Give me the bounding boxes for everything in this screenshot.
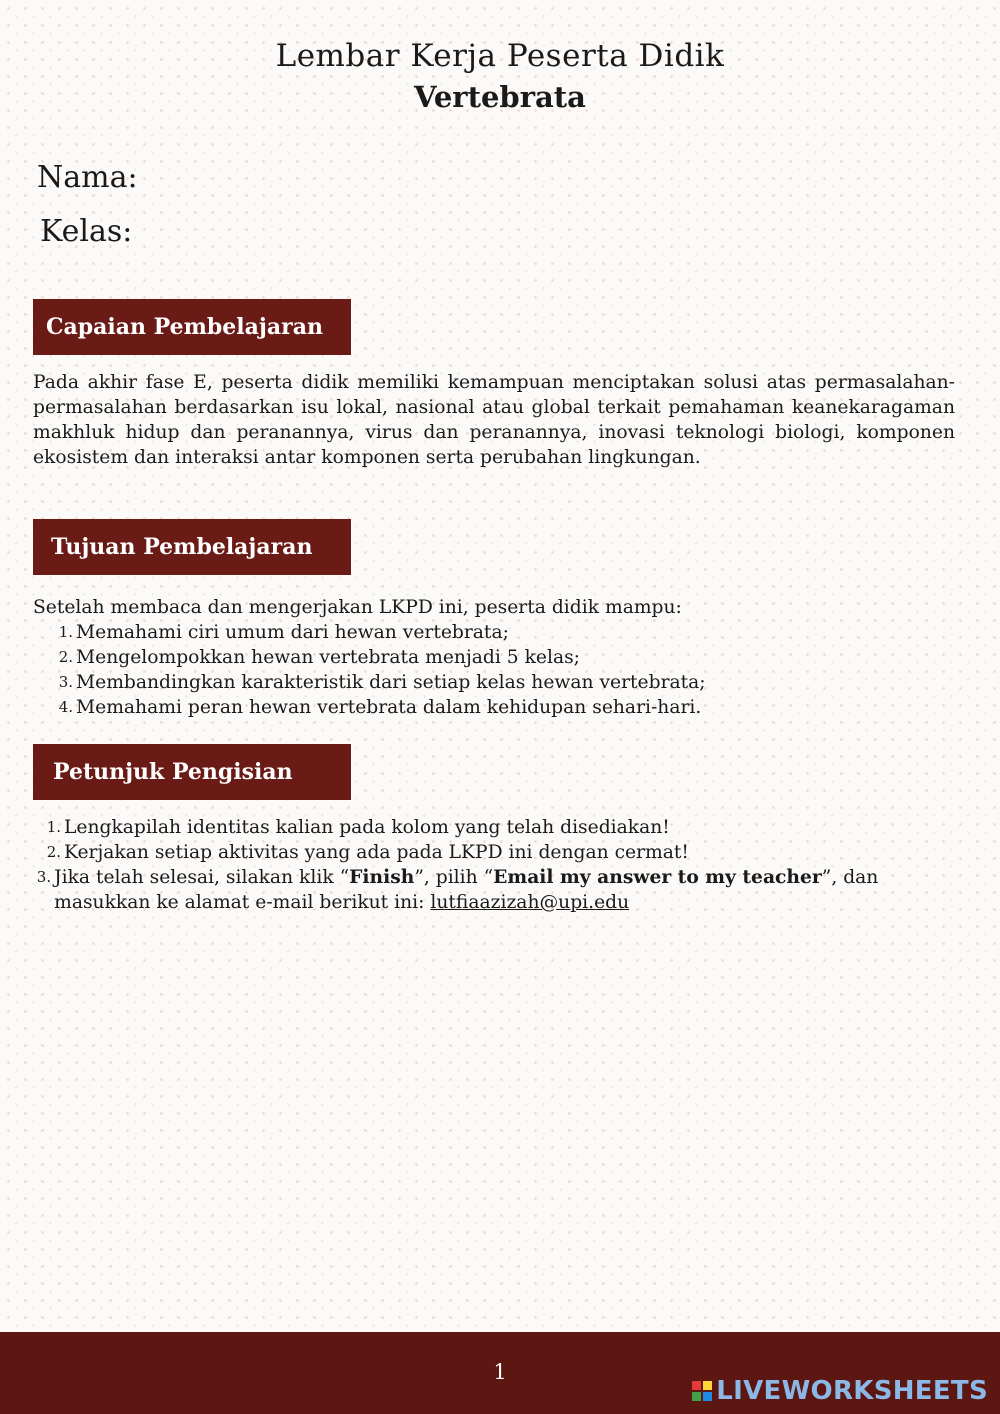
list-item bbox=[33, 670, 706, 695]
list-number: 2. bbox=[58, 648, 73, 666]
list-text bbox=[54, 865, 963, 915]
liveworksheets-brand: LIVEWORKSHEETS bbox=[716, 1376, 988, 1406]
petunjuk-list bbox=[33, 815, 963, 915]
list-number: 1. bbox=[46, 818, 61, 836]
email-option-term: Email my answer to my teacher bbox=[493, 866, 822, 888]
worksheet-title: Lembar Kerja Peserta Didik bbox=[275, 38, 725, 74]
list-item bbox=[33, 865, 963, 915]
capaian-text: Pada akhir fase E, peserta didik memiliki kemampuan menciptakan solusi atas permasalahan-permasalahan berdasarkan isu lokal, nasional atau global terkait pemahaman keanekaragaman makhluk hidup dan peranannya, virus dan peranannya, inovasi teknologi biologi, komponen ekosistem dan interaksi antar komponen serta perubahan lingkungan. bbox=[33, 372, 955, 468]
page-footer bbox=[0, 1332, 1000, 1414]
instruction-text: ”, dan masukkan ke alamat e-mail berikut ini: bbox=[54, 867, 879, 913]
instruction-text: Jika telah selesai, silakan klik “ bbox=[54, 867, 350, 888]
list-item bbox=[33, 840, 963, 865]
tujuan-intro: Setelah membaca dan mengerjakan LKPD ini, peserta didik mampu: bbox=[33, 597, 682, 618]
nama-label: Nama: bbox=[37, 160, 138, 195]
instruction-text: ”, pilih “ bbox=[414, 867, 494, 888]
liveworksheets-icon bbox=[692, 1381, 712, 1401]
list-number: 2. bbox=[46, 843, 61, 861]
list-number: 1. bbox=[58, 623, 73, 641]
list-text: Memahami peran hewan vertebrata dalam kehidupan sehari-hari. bbox=[76, 697, 702, 718]
list-text: Membandingkan karakteristik dari setiap kelas hewan vertebrata; bbox=[76, 672, 706, 693]
list-text: Mengelompokkan hewan vertebrata menjadi 5 kelas; bbox=[76, 647, 580, 668]
petunjuk-heading: Petunjuk Pengisian bbox=[33, 744, 351, 800]
list-number: 3. bbox=[36, 868, 52, 886]
list-item bbox=[33, 620, 706, 645]
list-text: Lengkapilah identitas kalian pada kolom yang telah disediakan! bbox=[64, 817, 670, 838]
list-text: Kerjakan setiap aktivitas yang ada pada LKPD ini dengan cermat! bbox=[64, 842, 689, 863]
list-number: 3. bbox=[58, 673, 73, 691]
list-number: 4. bbox=[58, 698, 73, 716]
page-number: 1 bbox=[493, 1360, 507, 1384]
list-item bbox=[33, 695, 706, 720]
capaian-heading: Capaian Pembelajaran bbox=[33, 299, 351, 355]
tujuan-heading: Tujuan Pembelajaran bbox=[33, 519, 351, 575]
list-item bbox=[33, 645, 706, 670]
worksheet-subtitle: Vertebrata bbox=[414, 80, 586, 114]
tujuan-list bbox=[33, 620, 706, 720]
kelas-label: Kelas: bbox=[40, 214, 133, 249]
liveworksheets-logo[interactable] bbox=[692, 1376, 988, 1406]
teacher-email-link[interactable]: lutfiaazizah@upi.edu bbox=[430, 892, 630, 913]
list-text: Memahami ciri umum dari hewan vertebrata; bbox=[76, 622, 509, 643]
finish-term: Finish bbox=[349, 866, 415, 888]
list-item bbox=[33, 815, 963, 840]
